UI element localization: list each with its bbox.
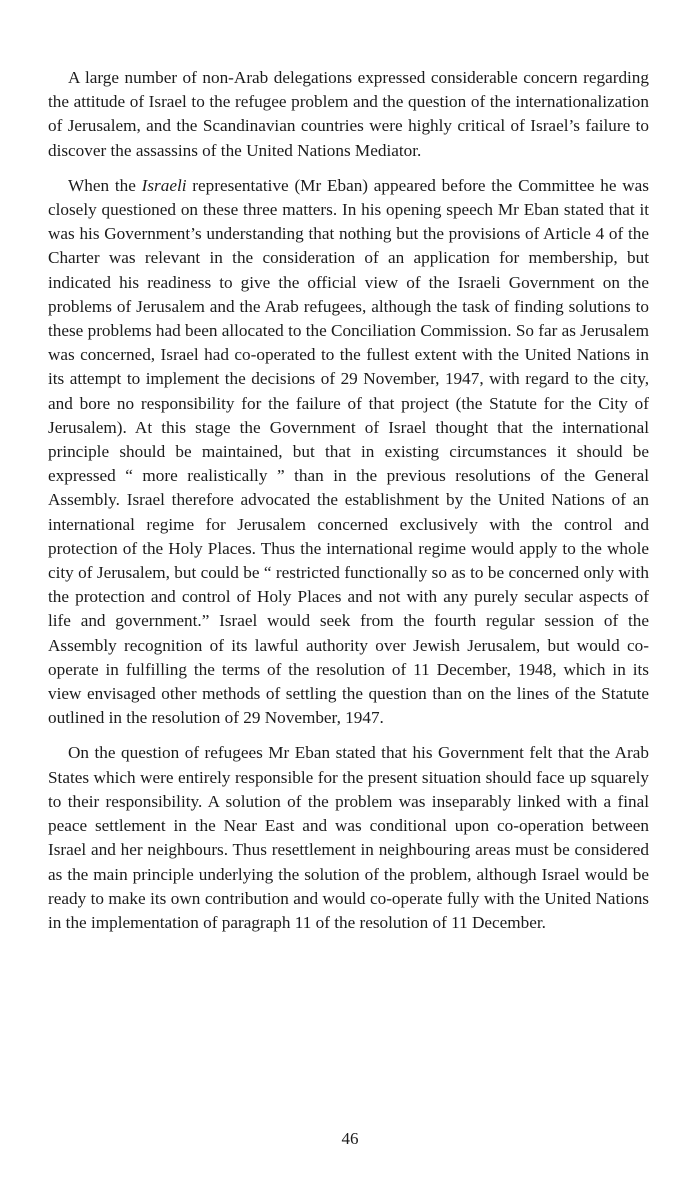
paragraph-body-text: representative (Mr Eban) appeared before the Committee he was closely questioned on these three matters. In his opening speech Mr Eban stated that it was his Government’s understanding that nothing but the provisions of Article 4 of the Charter was relevant in the consideration of an application for membership, but indicated his readiness to give the official view of the Israeli Government on the problems of Jerusalem and the Arab refugees, although the task of finding solutions to these problems had been allocated to the Conciliation Commission. So far as Jerusalem was concerned, Israel had co-operated to the fullest extent with the United Nations in its attempt to implement the decisions of 29 November, 1947, with regard to the city, and bore no responsibility for the failure of that project (the Statute for the City of Jerusalem). At this stage the Government of Israel thought that the international principle should be maintained, but that in existing circumstances it should be expressed “ more realistically ” than in the previous resolutions of the General Assembly. Israel therefore advocated the establishment by the United Nations of an international regime for Jerusalem concerned exclusively with the control and protection of the Holy Places. Thus the international regime would apply to the whole city of Jerusalem, but could be “ restricted functionally so as to be concerned only with the protection and control of Holy Places and not with any purely secular aspects of life and government.” Israel would seek from the fourth regular session of the Assembly recognition of its lawful authority over Jewish Jerusalem, but would co-operate in fulfilling the terms of the resolution of 11 December, 1948, which in its view envisaged other methods of settling the question than on the lines of the Statute outlined in the resolution of 29 November, 1947. xyxy=(48,175,649,728)
paragraph-intro-text: When the xyxy=(68,175,142,195)
paragraph-israeli-representative xyxy=(48,174,649,731)
document-page xyxy=(48,66,649,946)
paragraph-refugees: On the question of refugees Mr Eban stated that his Government felt that the Arab States which were entirely responsible for the present situation should face up squarely to their responsibility. A solution of the problem was inseparably linked with a final peace settlement in the Near East and was conditional upon co-operation between Israel and her neighbours. Thus resettlement in neighbouring areas must be considered as the main principle underlying the solution of the problem, although Israel would be ready to make its own contribution and would co-operate fully with the United Nations in the implementation of paragraph 11 of the resolution of 11 December. xyxy=(48,743,649,932)
italic-israeli: Israeli xyxy=(141,175,187,195)
page-number: 46 xyxy=(341,1129,359,1148)
paragraph-delegations-concern: A large number of non-Arab delegations expressed considerable concern regarding the attitude of Israel to the refugee problem and the question of the internationalization of Jerusalem, and the Scandinavian countries were highly critical of Israel’s failure to discover the assassins of the United Nations Mediator. xyxy=(48,68,649,160)
